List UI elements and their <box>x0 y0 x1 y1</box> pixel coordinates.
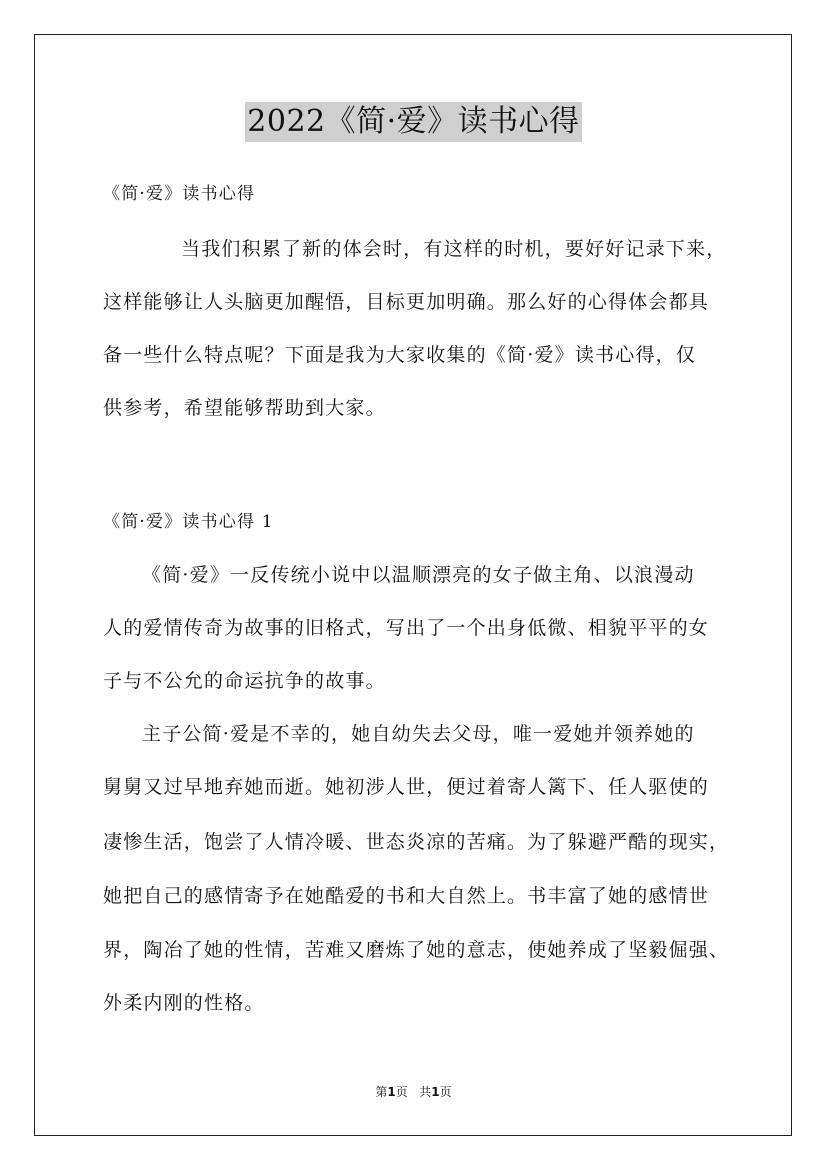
section1-para2-line: 凄惨生活，饱尝了人情冷暖、世态炎凉的苦痛。为了躲避严酷的现实， <box>103 831 730 853</box>
title-container <box>0 102 827 142</box>
page-label-prefix: 第 <box>375 1085 388 1099</box>
total-label-prefix: 共 <box>419 1085 432 1099</box>
section1-para2-line: 主子公简·爱是不幸的，她自幼失去父母，唯一爱她并领养她的 <box>142 723 695 745</box>
section1-para1-line: 《简·爱》一反传统小说中以温顺漂亮的女子做主角、以浪漫动 <box>142 564 695 586</box>
total-pages: 1 <box>431 1085 440 1099</box>
section1-para2-line: 外柔内刚的性格。 <box>103 992 265 1014</box>
intro-line: 备一些什么特点呢？下面是我为大家收集的《简·爱》读书心得，仅 <box>103 344 697 366</box>
section1-para2-line: 界，陶冶了她的性情，苦难又磨炼了她的意志，使她养成了坚毅倔强、 <box>103 939 730 961</box>
document-title: 2022《简·爱》读书心得 <box>245 102 581 142</box>
intro-heading: 《简·爱》读书心得 <box>103 184 256 204</box>
intro-line: 当我们积累了新的体会时，有这样的时机，要好好记录下来， <box>181 238 727 260</box>
intro-line: 供参考，希望能够帮助到大家。 <box>103 397 386 419</box>
section1-para1-line: 人的爱情传奇为故事的旧格式，写出了一个出身低微、相貌平平的女 <box>103 617 710 639</box>
page-number: 1 <box>387 1085 396 1099</box>
page-footer <box>0 1083 827 1100</box>
section1-para2-line: 舅舅又过早地弃她而逝。她初涉人世，便过着寄人篱下、任人驱使的 <box>103 776 710 798</box>
total-label-suffix: 页 <box>439 1085 452 1099</box>
page-label-suffix: 页 <box>395 1085 408 1099</box>
section1-para1-line: 子与不公允的命运抗争的故事。 <box>103 670 386 692</box>
intro-line: 这样能够让人头脑更加醒悟，目标更加明确。那么好的心得体会都具 <box>103 291 710 313</box>
section1-para2-line: 她把自己的感情寄予在她酷爱的书和大自然上。书丰富了她的感情世 <box>103 885 710 907</box>
section1-heading: 《简·爱》读书心得 1 <box>103 512 274 532</box>
